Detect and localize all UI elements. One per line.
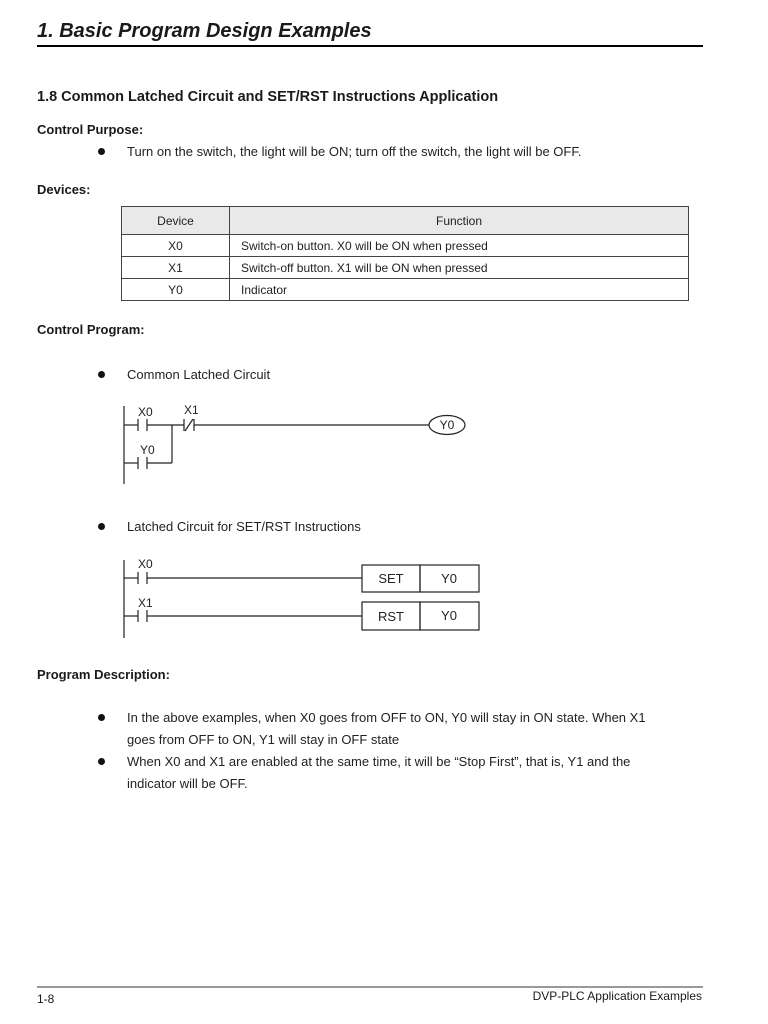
bullet-icon — [98, 371, 105, 378]
bullet-icon — [98, 714, 105, 721]
control-purpose-text: Turn on the switch, the light will be ON; turn off the switch, the light will be OFF. — [127, 144, 582, 159]
label-y0: Y0 — [140, 443, 155, 457]
section-title: 1.8 Common Latched Circuit and SET/RST Instructions Application — [37, 89, 499, 105]
coil-y0-label: Y0 — [439, 418, 455, 432]
label-x1: X1 — [138, 596, 153, 610]
rst-instruction-label: RST — [378, 609, 404, 624]
table-cell-device: Y0 — [122, 279, 230, 301]
rst-operand-label: Y0 — [441, 608, 457, 623]
table-cell-function: Switch-on button. X0 will be ON when pressed — [230, 235, 689, 257]
table-cell-function: Switch-off button. X1 will be ON when pressed — [230, 257, 689, 279]
label-x0: X0 — [138, 405, 153, 419]
program-description-label: Program Description: — [37, 667, 170, 682]
control-program-label: Control Program: — [37, 322, 145, 337]
contact-x1-nc-slash — [185, 419, 193, 431]
column-header-device: Device — [122, 207, 230, 235]
set-instruction-label: SET — [378, 571, 404, 586]
description-paragraph-1 — [127, 707, 707, 751]
description-1-line-1: In the above examples, when X0 goes from OFF to ON, Y0 will stay in ON state. When X1 — [127, 710, 646, 725]
description-1-line-2: goes from OFF to ON, Y1 will stay in OFF state — [127, 732, 400, 747]
page-number: 1-8 — [37, 992, 55, 1006]
label-x0: X0 — [138, 557, 153, 571]
diagram1-caption: Common Latched Circuit — [127, 367, 271, 382]
table-header-row — [122, 207, 689, 235]
set-operand-label: Y0 — [441, 571, 457, 586]
label-x1: X1 — [184, 403, 199, 417]
bullet-icon — [98, 758, 105, 765]
table-cell-device: X0 — [122, 235, 230, 257]
table-cell-device: X1 — [122, 257, 230, 279]
devices-table — [121, 206, 689, 301]
title-rule — [37, 45, 703, 47]
description-2-line-1: When X0 and X1 are enabled at the same time, it will be “Stop First”, that is, Y1 and the — [127, 754, 631, 769]
ladder-diagram-set-rst — [110, 552, 490, 644]
chapter-title: 1. Basic Program Design Examples — [37, 20, 372, 42]
description-2-line-2: indicator will be OFF. — [127, 776, 248, 791]
control-purpose-label: Control Purpose: — [37, 122, 144, 137]
table-cell-function: Indicator — [230, 279, 689, 301]
bullet-icon — [98, 148, 105, 155]
book-title: DVP-PLC Application Examples — [532, 989, 702, 1003]
column-header-function: Function — [230, 207, 689, 235]
ladder-diagram-latched — [110, 398, 480, 490]
description-paragraph-2 — [127, 751, 707, 795]
table-row — [122, 279, 689, 301]
table-row — [122, 235, 689, 257]
bullet-icon — [98, 523, 105, 530]
table-row — [122, 257, 689, 279]
devices-label: Devices: — [37, 182, 91, 197]
diagram2-caption: Latched Circuit for SET/RST Instructions — [127, 519, 361, 534]
footer-rule — [37, 986, 703, 988]
